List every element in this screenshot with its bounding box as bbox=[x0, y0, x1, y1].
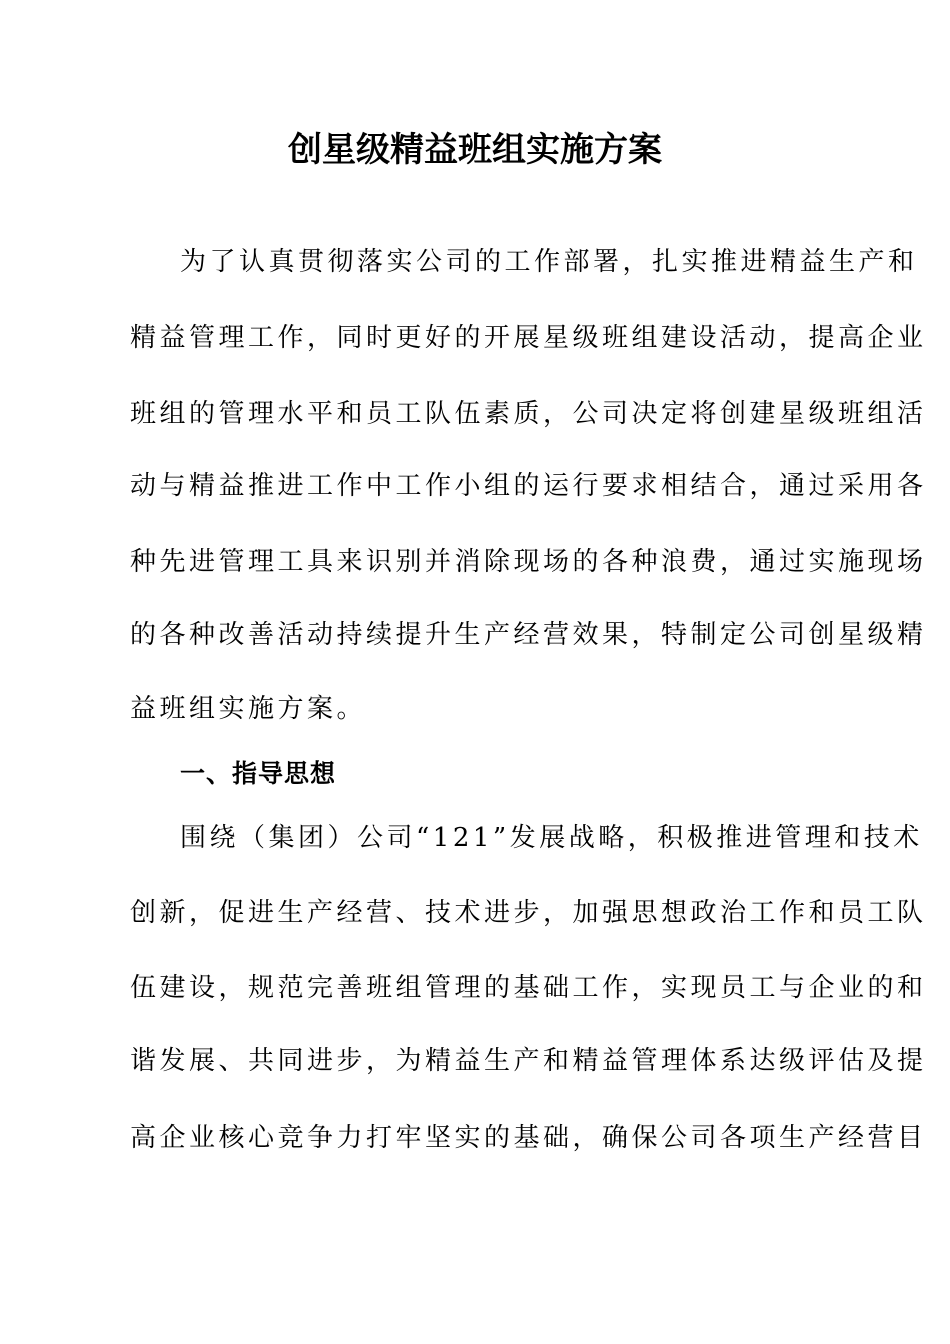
intro-paragraph-line: 动与精益推进工作中工作小组的运行要求相结合，通过采用各 bbox=[130, 471, 927, 501]
document-title: 创星级精益班组实施方案 bbox=[288, 130, 662, 170]
intro-paragraph-line: 的各种改善活动持续提升生产经营效果，特制定公司创星级精 bbox=[130, 620, 927, 650]
intro-paragraph-line: 精益管理工作，同时更好的开展星级班组建设活动，提高企业 bbox=[130, 323, 927, 353]
section-paragraph-line: 创新，促进生产经营、技术进步，加强思想政治工作和员工队 bbox=[130, 898, 927, 928]
section-paragraph-line: 围绕（集团）公司“121”发展战略，积极推进管理和技术 bbox=[180, 823, 923, 853]
intro-paragraph-line: 种先进管理工具来识别并消除现场的各种浪费，通过实施现场 bbox=[130, 547, 927, 577]
intro-paragraph-line: 益班组实施方案。 bbox=[130, 694, 367, 724]
section-heading: 一、指导思想 bbox=[180, 759, 337, 788]
section-paragraph-line: 伍建设，规范完善班组管理的基础工作，实现员工与企业的和 bbox=[130, 973, 927, 1003]
intro-paragraph-line: 班组的管理水平和员工队伍素质，公司决定将创建星级班组活 bbox=[130, 399, 927, 429]
intro-paragraph-line: 为了认真贯彻落实公司的工作部署，扎实推进精益生产和 bbox=[180, 247, 918, 277]
section-paragraph-line: 高企业核心竞争力打牢坚实的基础，确保公司各项生产经营目 bbox=[130, 1123, 927, 1153]
section-paragraph-line: 谐发展、共同进步，为精益生产和精益管理体系达级评估及提 bbox=[130, 1046, 927, 1076]
